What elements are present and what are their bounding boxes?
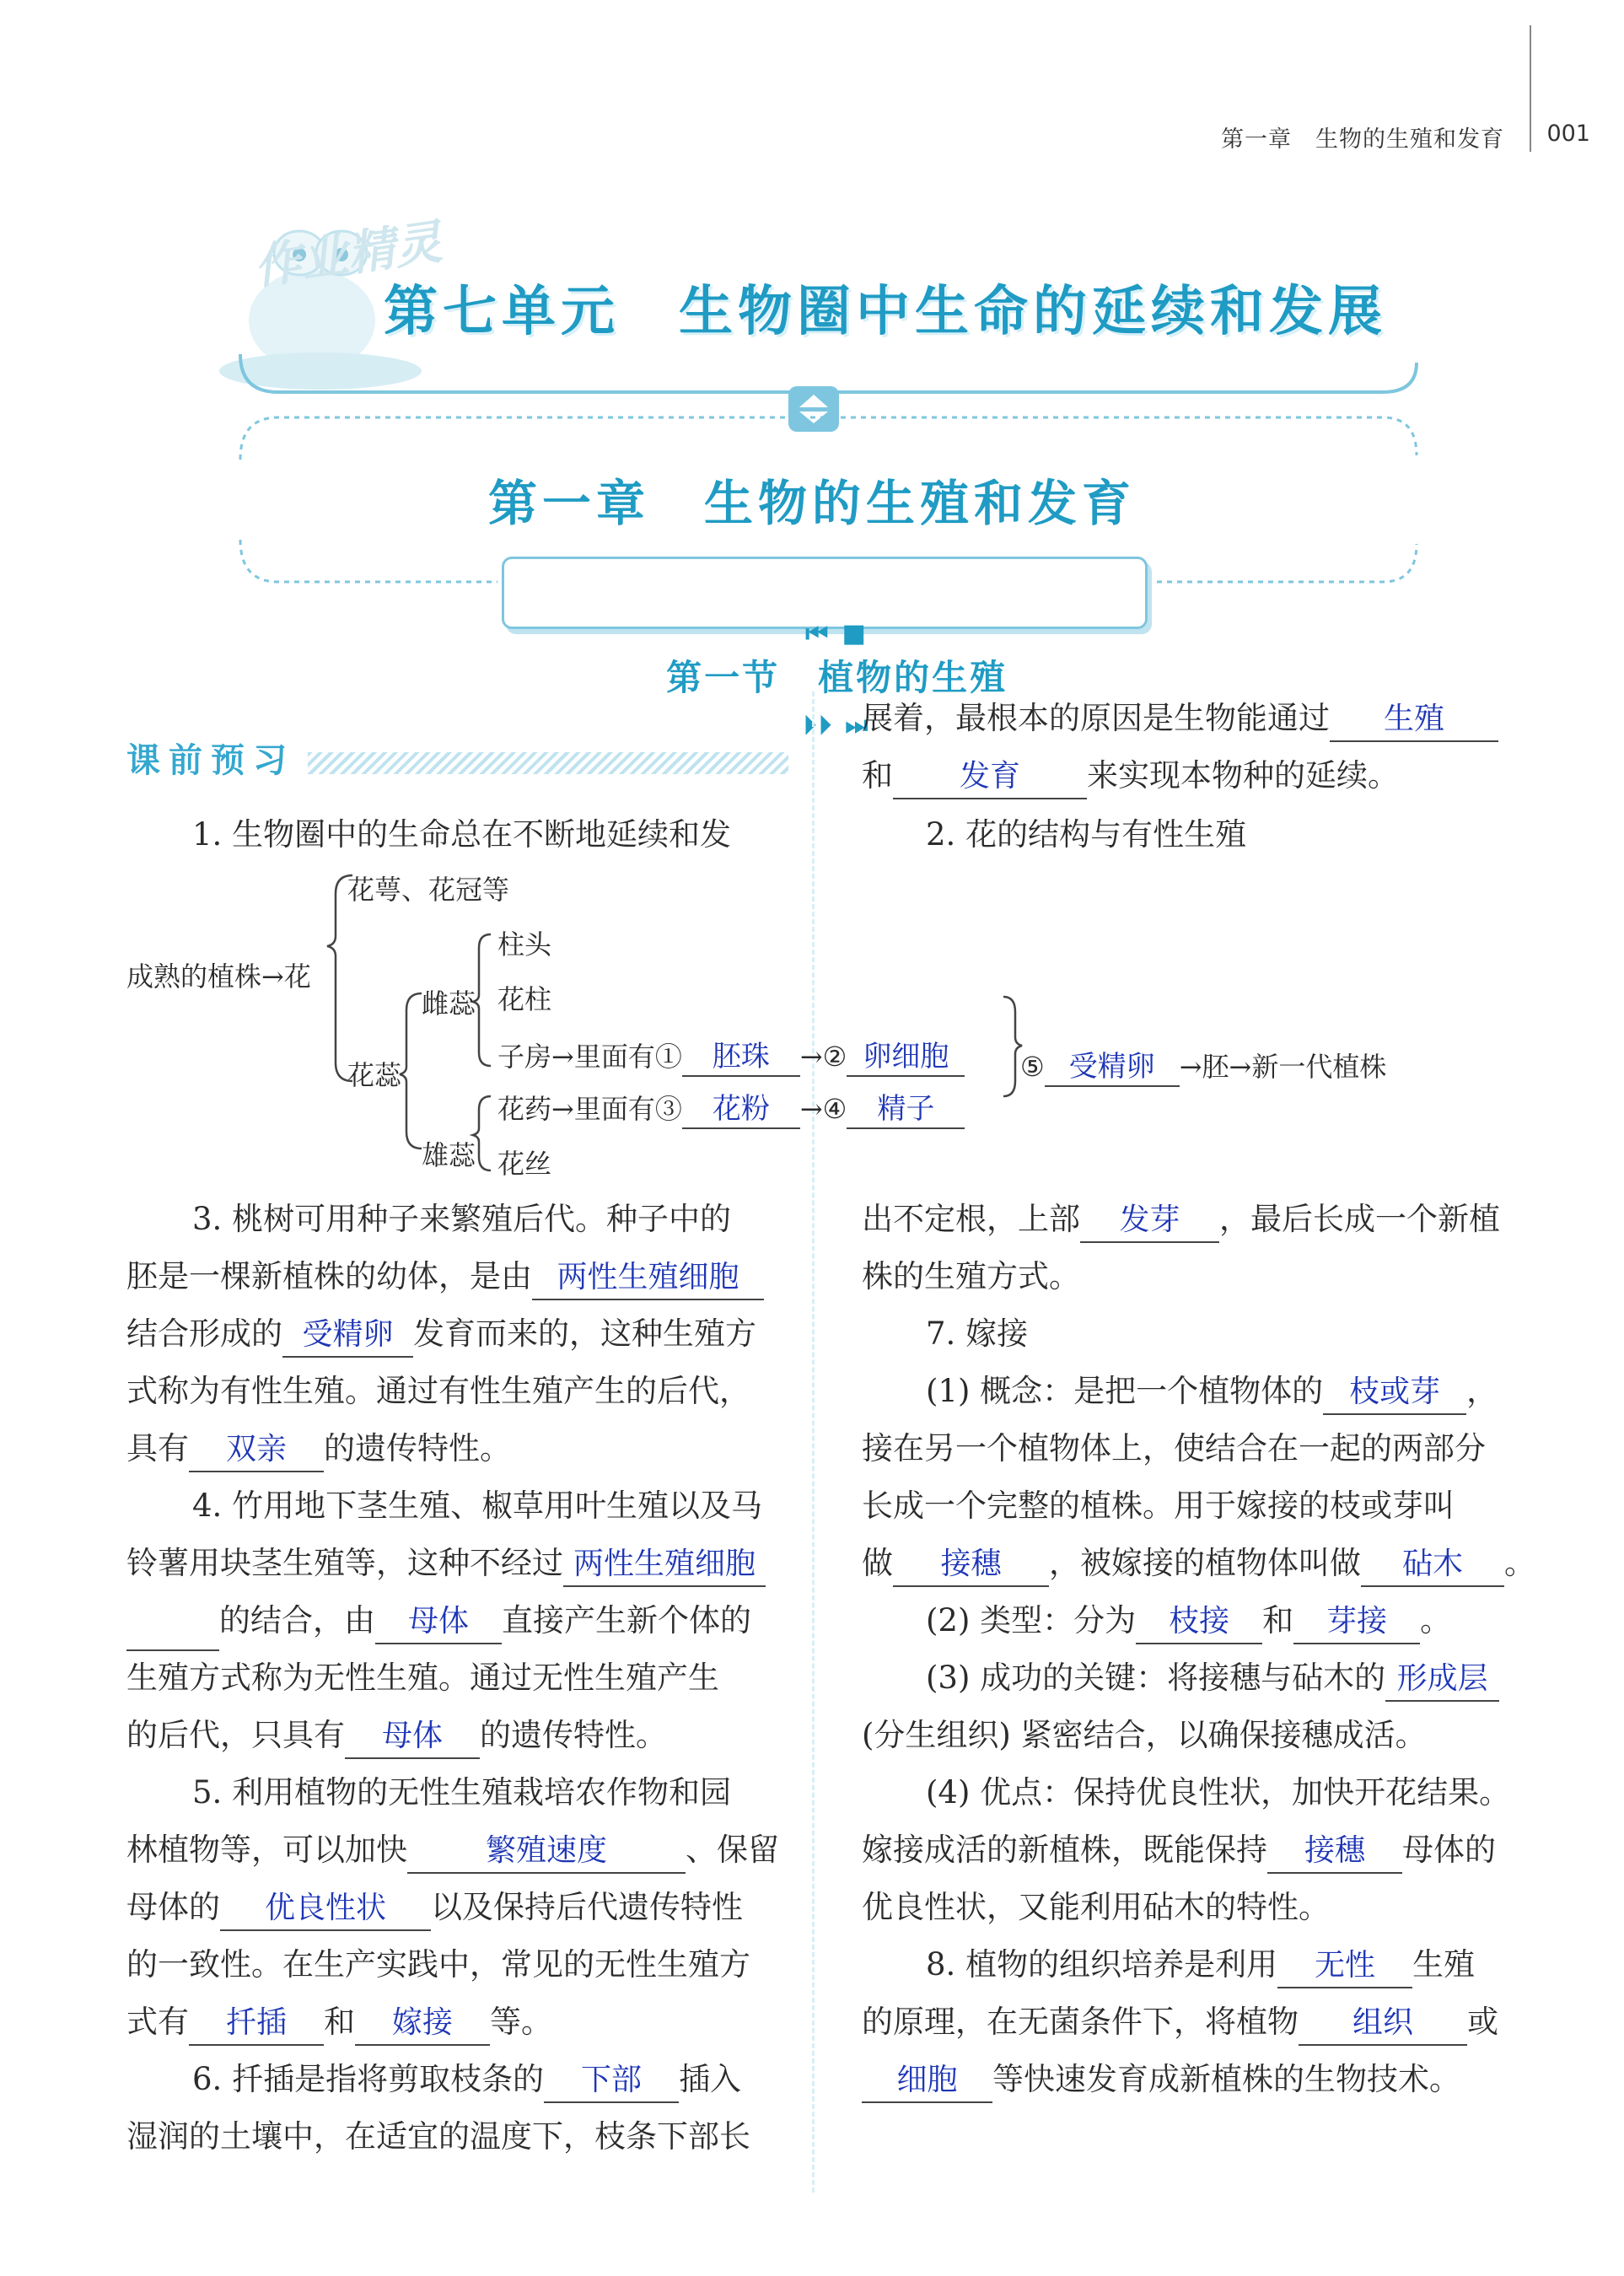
answer-blank: 胚珠 [682,1038,800,1077]
q7-advantage-line3: 优良性状，又能利用砧木的特性。 [862,1889,1330,1925]
q7-concept-line4: 做 接穗 ，被嫁接的植物体叫做 砧木 。 [862,1535,1535,1592]
q3-line1: 3. 桃树可用种子来繁殖后代。种子中的 [192,1201,732,1237]
q8-line3: 细胞 等快速发育成新植株的生物技术。 [862,2051,1460,2108]
prev-icon: ⏮ ■ [805,619,869,648]
q4-line4: 生殖方式称为无性生殖。通过无性生殖产生 [126,1660,719,1696]
answer-blank: 双亲 [189,1429,324,1472]
answer-blank: 接穗 [1267,1830,1402,1874]
q1-line1: 1. 生物圈中的生命总在不断地延续和发 [192,816,732,853]
q8-line2: 的原理，在无菌条件下，将植物 组织 或 [862,1994,1498,2051]
answer-blank-continued [126,1592,219,1651]
q5-line5: 式有 扦插 和 嫁接 等。 [126,1994,552,2051]
q7-advantage-line2: 嫁接成活的新植株，既能保持 接穗 母体的 [862,1821,1496,1879]
diagram-stamen: 雄蕊 [422,1139,476,1171]
answer-blank: 两性生殖细胞 [532,1256,764,1300]
answer-blank: 无性 [1277,1945,1412,1988]
answer-blank: 枝接 [1136,1601,1262,1644]
answer-blank: 精子 [847,1090,965,1129]
q5-line2: 林植物等，可以加快 繁殖速度 、保留 [126,1821,779,1879]
answer-blank: 枝或芽 [1323,1371,1466,1415]
diagram-stamen-pistil: 花蕊 [347,1059,402,1091]
q4-line2: 铃薯用块茎生殖等，这种不经过 两性生殖细胞 [126,1535,766,1592]
q4-line5: 的后代，只具有 母体 的遗传特性。 [126,1707,667,1764]
answer-blank: 发育 [893,756,1087,799]
watermark-text: 作业精灵 [250,214,446,296]
running-header: 第一章 生物的生殖和发育 [1221,126,1504,153]
answer-blank: 形成层 [1385,1658,1499,1702]
q1-line3: 和 发育 来实现本物种的延续。 [862,747,1399,804]
answer-blank: 嫁接 [355,2002,490,2046]
answer-blank: 繁殖速度 [407,1830,686,1874]
q7-concept-line2: 接在另一个植物体上，使结合在一起的两部分 [862,1430,1486,1466]
q6-line4: 株的生殖方式。 [862,1258,1080,1294]
answer-blank: 生殖 [1330,698,1498,742]
answer-blank: 受精卵 [282,1314,413,1358]
answer-blank: 细胞 [862,2059,992,2103]
answer-blank: 发芽 [1080,1199,1219,1243]
diagram-filament: 花丝 [497,1148,552,1180]
answer-blank: 扦插 [189,2002,324,2046]
diagram-ovary: 子房→里面有① 胚珠 →② 卵细胞 [497,1036,965,1077]
q3-line5: 具有 双亲 的遗传特性。 [126,1420,511,1477]
diagram-anther: 花药→里面有③ 花粉 →④ 精子 [497,1088,965,1129]
q7-types: (2) 类型：分为 枝接 和 芽接 。 [926,1592,1451,1649]
q6-line3: 出不定根，上部 发芽 ，最后长成一个新植 [862,1191,1500,1248]
heading-stripe [308,752,788,774]
diagram-root: 成熟的植株→花 [126,960,311,993]
answer-blank: 母体 [345,1715,480,1759]
q7-concept-line3: 长成一个完整的植株。用于嫁接的枝或芽叫 [862,1488,1455,1524]
answer-blank: 下部 [544,2059,679,2103]
preview-heading: 课前预习 [126,741,295,780]
answer-blank: 组织 [1299,2002,1467,2046]
q7-heading: 7. 嫁接 [926,1316,1029,1352]
next-icon: ⏵⏵ ⏭ [803,711,871,740]
q5-line3: 母体的 优良性状 以及保持后代遗传特性 [126,1879,743,1936]
flower-structure-brackets [0,860,1624,1197]
q3-line2: 胚是一棵新植株的幼体，是由 两性生殖细胞 [126,1248,764,1305]
diagram-calyx: 花萼、花冠等 [347,874,510,906]
q7-concept-line1: (1) 概念：是把一个植物体的 枝或芽 ， [926,1363,1498,1420]
unit-title: 第七单元 生物圈中生命的延续和发展 [384,281,1387,343]
q6-line1: 6. 扦插是指将剪取枝条的 下部 插入 [192,2051,741,2108]
q6-line2: 湿润的土壤中，在适宜的温度下，枝条下部长 [126,2118,750,2155]
q3-line4: 式称为有性生殖。通过有性生殖产生的后代， [126,1373,750,1409]
q4-line3: 的结合，由 母体 直接产生新个体的 [126,1592,751,1651]
answer-blank: 花粉 [682,1090,800,1129]
chapter-title: 第一章 生物的生殖和发育 [487,475,1136,532]
q5-line4: 的一致性。在生产实践中，常见的无性生殖方 [126,1946,750,1983]
q5-line1: 5. 利用植物的无性生殖栽培农作物和园 [192,1774,732,1811]
q7-advantage-line1: (4) 优点：保持优良性状，加快开花结果。 [926,1774,1511,1811]
answer-blank: 优良性状 [220,1887,431,1931]
answer-blank: 受精卵 [1045,1048,1180,1087]
page-number: 001 [1546,121,1590,147]
diagram-fusion: ⑤ 受精卵 →胚→新一代植株 [1020,1046,1386,1087]
diagram-stigma: 柱头 [497,928,552,960]
q7-key-line1: (3) 成功的关键：将接穗与砧木的 形成层 [926,1649,1499,1707]
diagram-style: 花柱 [497,983,552,1015]
diagram-pistil: 雌蕊 [422,987,476,1020]
answer-blank: 接穗 [893,1543,1049,1587]
answer-blank: 母体 [375,1601,502,1644]
q2-heading: 2. 花的结构与有性生殖 [926,816,1247,853]
section-title-text: 第一节 植物的生殖 [666,657,1008,698]
q1-line2: 展着，最根本的原因是生物能通过 生殖 [862,690,1498,747]
q8-line1: 8. 植物的组织培养是利用 无性 生殖 [926,1936,1475,1994]
answer-blank: 砧木 [1361,1543,1504,1587]
q7-key-line2: (分生组织) 紧密结合，以确保接穗成活。 [862,1717,1427,1753]
answer-blank: 卵细胞 [847,1038,965,1077]
q4-line1: 4. 竹用地下茎生殖、椒草用叶生殖以及马 [192,1488,763,1524]
q3-line3: 结合形成的 受精卵 发育而来的，这种生殖方 [126,1305,756,1363]
answer-blank: 芽接 [1293,1601,1420,1644]
answer-blank: 两性生殖细胞 [563,1543,766,1587]
